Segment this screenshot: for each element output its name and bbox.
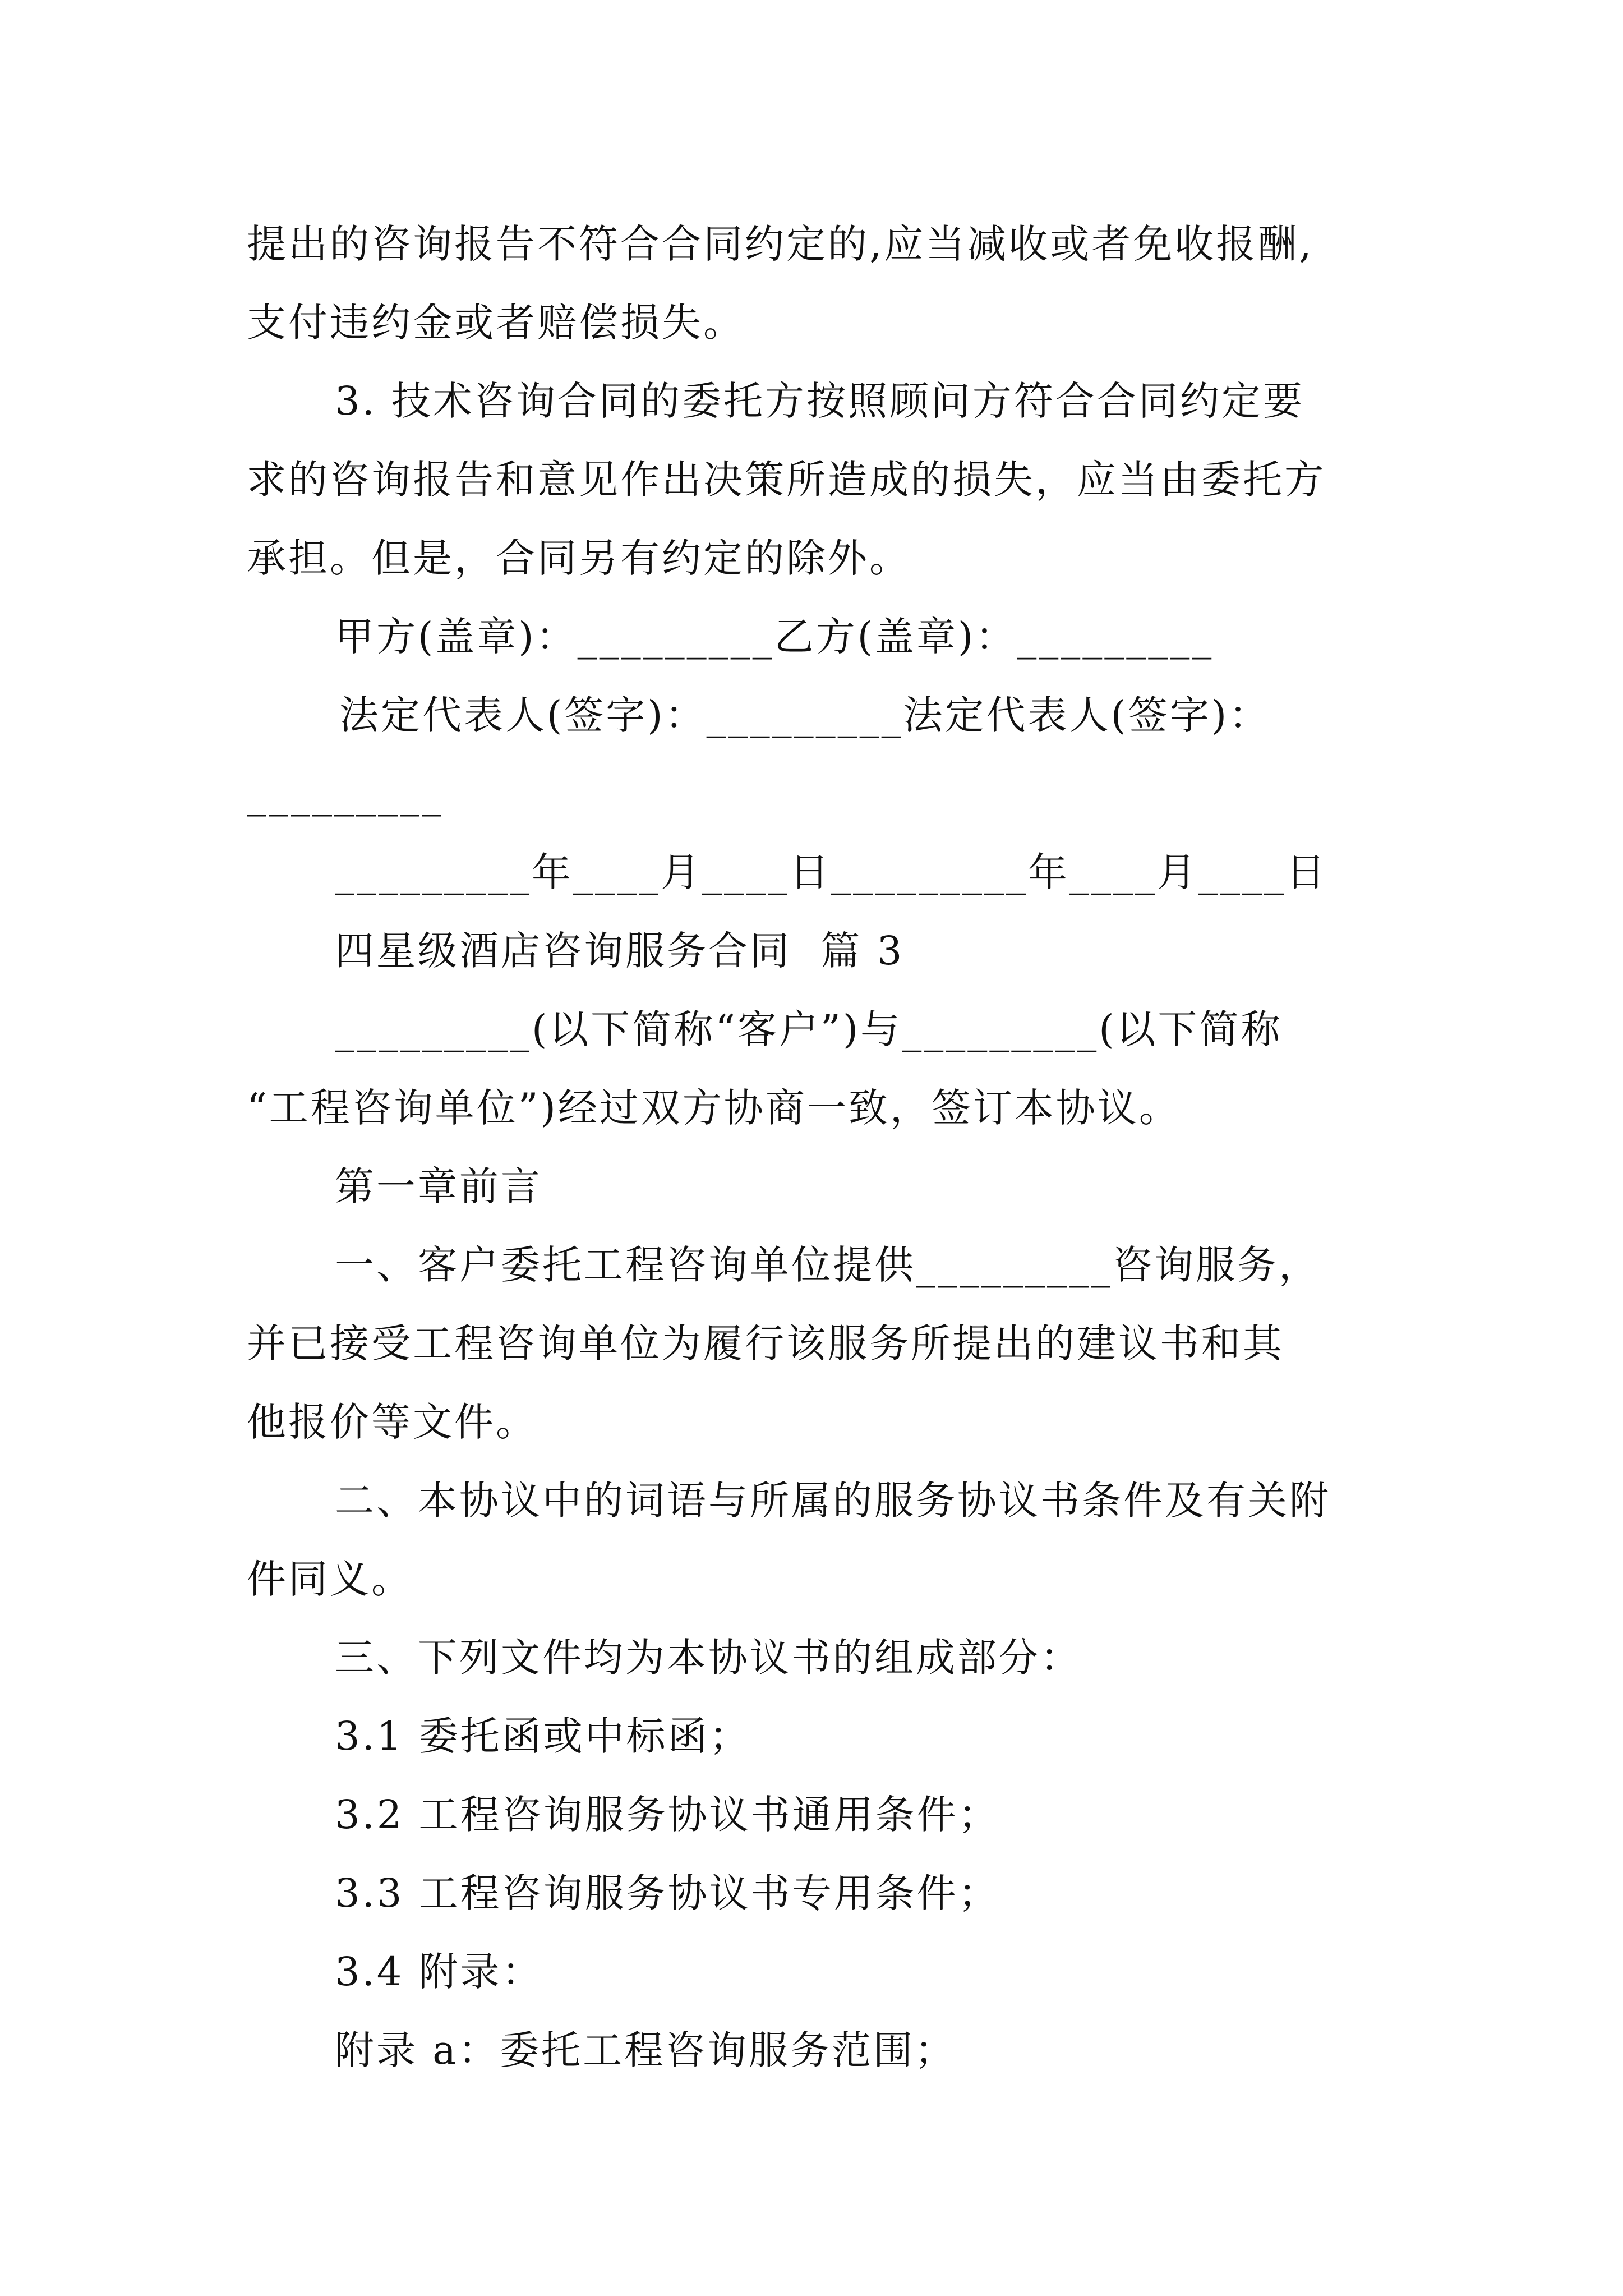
signature-blank-line: _________ [247,771,444,817]
list-item: 3.2 工程咨询服务协议书通用条件； [335,1792,1000,1838]
list-item: 3.3 工程咨询服务协议书专用条件； [335,1870,1000,1916]
paragraph-line: 承担。但是，合同另有约定的除外。 [247,535,911,581]
paragraph-line: 3. 技术咨询合同的委托方按照顾问方符合合同约定要 [335,378,1305,424]
paragraph-line: 并已接受工程咨询单位为履行该服务所提出的建议书和其 [247,1320,1284,1366]
party-a-seal-line: 甲方(盖章)：_________乙方(盖章)：_________ [335,614,1214,660]
chapter-heading: 第一章前言 [335,1163,542,1209]
list-item: 附录 a：委托工程咨询服务范围； [335,2027,956,2073]
paragraph-line: 二、本协议中的词语与所属的服务协议书条件及有关附 [335,1478,1331,1524]
list-item: 3.1 委托函或中标函； [335,1713,751,1759]
paragraph-line: 支付违约金或者赔偿损失。 [247,300,745,346]
section-title: 四星级酒店咨询服务合同 篇 3 [335,928,905,974]
paragraph-line: 求的咨询报告和意见作出决策所造成的损失，应当由委托方 [247,457,1326,503]
paragraph-line: 件同义。 [247,1556,413,1602]
paragraph-line: 一、客户委托工程咨询单位提供_________咨询服务， [335,1242,1320,1288]
paragraph-line: 三、下列文件均为本协议书的组成部分： [335,1635,1082,1681]
paragraph-line: “工程咨询单位”)经过双方协商一致，签订本协议。 [247,1085,1181,1131]
paragraph-line: 提出的咨询报告不符合合同约定的,应当减收或者免收报酬, [247,221,1314,267]
list-item: 3.4 附录： [335,1949,543,1995]
date-line: _________年____月____日_________年____月____日 [335,849,1327,895]
paragraph-line: 他报价等文件。 [247,1399,537,1445]
paragraph-line: _________(以下简称“客户”)与_________(以下简称 [335,1006,1283,1052]
legal-representative-line: 法定代表人(签字)：_________法定代表人(签字)： [339,692,1271,738]
